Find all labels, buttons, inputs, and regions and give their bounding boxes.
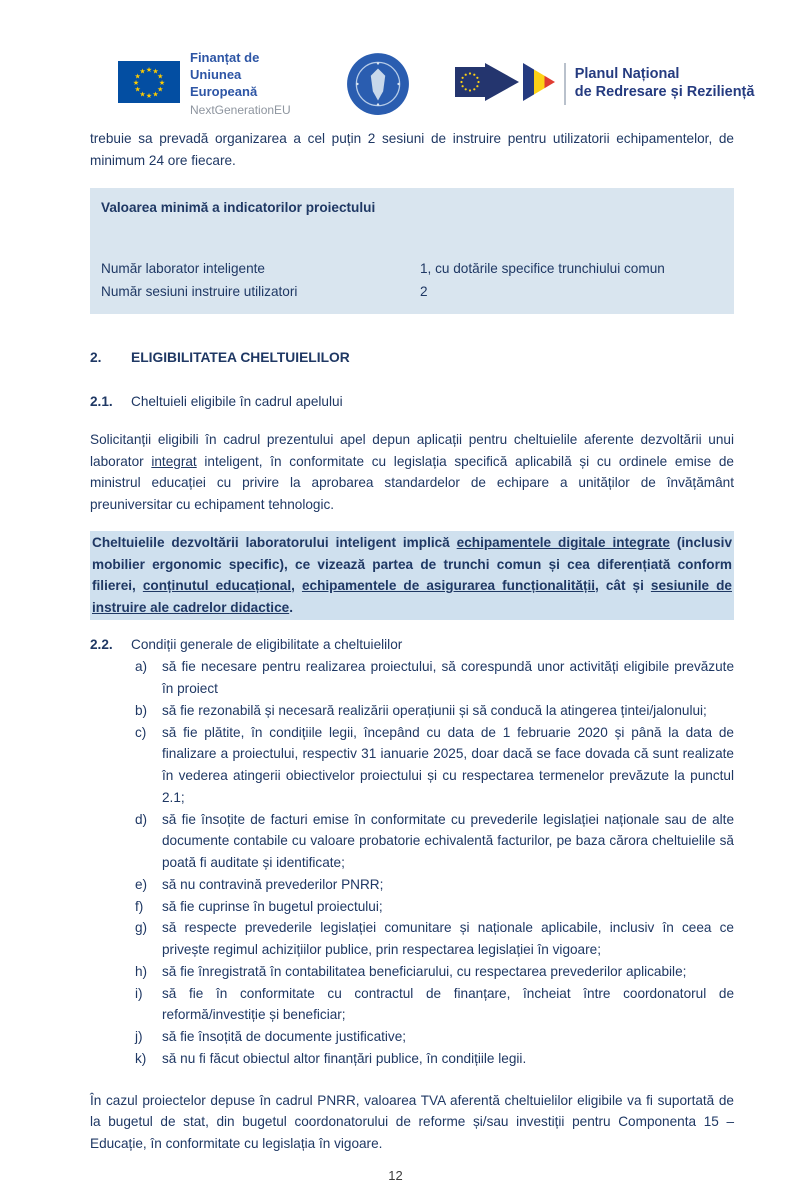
eu-funding-line2: Uniunea Europeană <box>190 67 258 100</box>
section-2-2-heading <box>90 634 734 656</box>
pnrr-logo <box>455 60 755 109</box>
highlight-run: . <box>289 600 293 616</box>
svg-text:★: ★ <box>134 86 141 93</box>
list-item <box>90 961 734 983</box>
row-label: Număr sesiuni instruire utilizatori <box>101 283 298 299</box>
pnrr-logo-divider <box>564 63 566 105</box>
row-label: Număr laborator inteligente <box>101 261 265 277</box>
svg-text:★: ★ <box>152 68 159 76</box>
item-text: să fie rezonabilă și necesară realizării operațiunii și să conducă la atingerea țintei/jalonului; <box>162 702 707 718</box>
item-letter: j) <box>135 1029 143 1044</box>
list-item <box>90 809 734 874</box>
paragraph-run: inteligent, în conformitate cu legislația specifică aplicabilă și cu ordinele emise de ministrul educației cu privire la aprobarea standardelor de echipare a unităților de învățământ preuniversitar cu echipament tehnologic. <box>90 453 734 513</box>
list-item <box>90 896 734 918</box>
item-letter: b) <box>135 702 148 718</box>
highlight-run: , <box>291 578 302 594</box>
item-letter: e) <box>135 876 148 892</box>
section-2-heading <box>90 347 734 369</box>
paragraph-run-underlined: integrat <box>151 453 197 469</box>
list-item <box>90 917 734 961</box>
eu-funding-line1: Finanțat de <box>190 50 260 66</box>
row-value: 2 <box>420 283 428 299</box>
item-letter: d) <box>135 811 148 827</box>
item-letter: k) <box>135 1050 147 1066</box>
list-item <box>90 700 734 722</box>
nextgenerationeu-label: NextGenerationEU <box>190 103 291 118</box>
pnrr-title <box>575 66 755 101</box>
section-2-number: 2. <box>90 350 102 366</box>
highlight-paragraph <box>90 531 734 620</box>
eligibility-conditions-list <box>90 656 734 1069</box>
table-row <box>101 281 722 303</box>
section-2-1-paragraph <box>90 429 734 516</box>
intro-paragraph: trebuie sa prevadă organizarea a cel puțin 2 sesiuni de instruire pentru utilizatorii echipamentelor, de minimum 24 ore fiecare. <box>90 131 734 168</box>
pnrr-title-line1: Planul Național <box>574 66 680 83</box>
list-item <box>90 983 734 1027</box>
highlight-run: (inclusiv mobilier ergonomic specific), ce vizează partea de trunchi comun și cea diferențiată conform filierei, <box>92 534 732 594</box>
eu-flag-icon <box>118 61 180 108</box>
section-2-title: ELIGIBILITATEA CHELTUIELILOR <box>131 350 350 366</box>
item-text: să fie plătite, în condițiile legii, începând cu data de 1 februarie 2020 și până la data de finalizare a proiectului, respectiv 31 ianuarie 2025, doar dacă se face dovada că sunt realizate în vederea atingerii obiectivelor proiectului și cu respectarea termenelor prevăzute la punctul 2.1; <box>162 724 734 805</box>
svg-text:★: ★ <box>145 92 153 100</box>
item-text: să fie însoțită de documente justificative; <box>162 1029 407 1044</box>
highlight-run: , cât și <box>595 578 651 594</box>
item-text: să fie în conformitate cu contractul de finanțare, încheiat între coordonatorul de reformă/investiție și beneficiar; <box>162 985 734 1023</box>
closing-paragraph: În cazul proiectelor depuse în cadrul PNRR, valoarea TVA aferentă cheltuielilor eligibile va fi suportată de la bugetul de stat, din bugetul coordonatorului de reforme și/sau investiții pentru Componenta 15 – Educație, în conformitate cu legislația în vigoare. <box>90 1092 734 1151</box>
svg-text:★: ★ <box>145 66 153 74</box>
list-item <box>90 656 734 700</box>
row-value: 1, cu dotările specifice trunchiului comun <box>420 261 665 277</box>
item-text: să fie cuprinse în bugetul proiectului; <box>162 898 383 914</box>
list-item <box>90 722 734 809</box>
pnrr-title-line2: de Redresare și Reziliență <box>574 84 755 100</box>
indicators-table <box>90 188 734 315</box>
svg-text:★: ★ <box>152 90 159 98</box>
indicators-table-rows <box>101 258 722 303</box>
item-letter: a) <box>135 659 148 675</box>
document-body <box>90 118 734 1168</box>
section-2-2-number: 2.2. <box>90 636 113 652</box>
paragraph-run: Solicitanții eligibili în cadrul prezentului apel depun aplicații pentru cheltuielile aferente dezvoltării unui laborator <box>90 431 734 469</box>
item-text: să fie necesare pentru realizarea proiectului, să corespundă unor activități eligibile prevăzute în proiect <box>162 659 734 696</box>
table-row <box>101 258 722 280</box>
list-item <box>90 874 734 896</box>
section-2-1-heading <box>90 391 734 413</box>
svg-text:★: ★ <box>132 79 140 87</box>
section-2-1-title: Cheltuieli eligibile în cadrul apelului <box>131 394 343 410</box>
section-2-2-title: Condiții generale de eligibilitate a cheltuielilor <box>131 636 403 652</box>
eu-funding-logo <box>118 50 291 117</box>
highlight-run-underlined: echipamentele de asigurarea funcționalității <box>301 578 596 594</box>
item-text: să fie înregistrată în contabilitatea beneficiarului, cu respectarea prevederilor aplicabile; <box>162 963 687 979</box>
svg-text:★: ★ <box>158 79 166 87</box>
svg-text:★: ★ <box>139 90 146 98</box>
item-letter: f) <box>135 898 144 914</box>
section-2-1-number: 2.1. <box>90 394 113 410</box>
item-text: să nu fi făcut obiectul altor finanțări publice, în condițiile legii. <box>162 1050 527 1066</box>
item-text: să fie însoțite de facturi emise în conformitate cu prevederile legislației naționale sau de alte documente contabile cu valoare probatorie echivalentă facturilor, pe baza cărora cheltuielile să poată fi auditate și identificate; <box>162 811 734 870</box>
indicators-table-title: Valoarea minimă a indicatorilor proiectului <box>101 199 376 215</box>
item-letter: h) <box>135 963 148 979</box>
highlight-run: Cheltuielile dezvoltării laboratorului inteligent implică <box>92 534 457 550</box>
highlight-run-underlined: echipamentele digitale integrate <box>456 534 670 550</box>
svg-text:★: ★ <box>134 73 141 80</box>
eu-funding-label <box>190 50 291 117</box>
item-text: să respecte prevederile legislației comunitare și naționale aplicabile, inclusiv în ceea ce privește regimul achizițiilor publice, prin respectarea legislației în vigoare; <box>162 920 734 957</box>
page-number: 12 <box>388 1168 403 1183</box>
svg-text:★: ★ <box>157 73 164 80</box>
page-header <box>118 50 755 118</box>
highlight-run-underlined: conținutul educațional <box>142 578 292 594</box>
item-text: să nu contravină prevederilor PNRR; <box>162 876 384 892</box>
guvernul-romaniei-seal-icon <box>345 51 411 117</box>
pnrr-triangles-icon <box>455 60 555 109</box>
item-letter: c) <box>135 724 147 740</box>
item-letter: i) <box>135 985 143 1001</box>
list-item <box>90 1048 734 1070</box>
svg-text:★: ★ <box>157 86 164 93</box>
svg-text:★: ★ <box>139 68 146 76</box>
item-letter: g) <box>135 920 148 936</box>
list-item <box>90 1026 734 1048</box>
highlight-run-underlined: sesiunile de instruire ale cadrelor didactice <box>92 578 732 616</box>
